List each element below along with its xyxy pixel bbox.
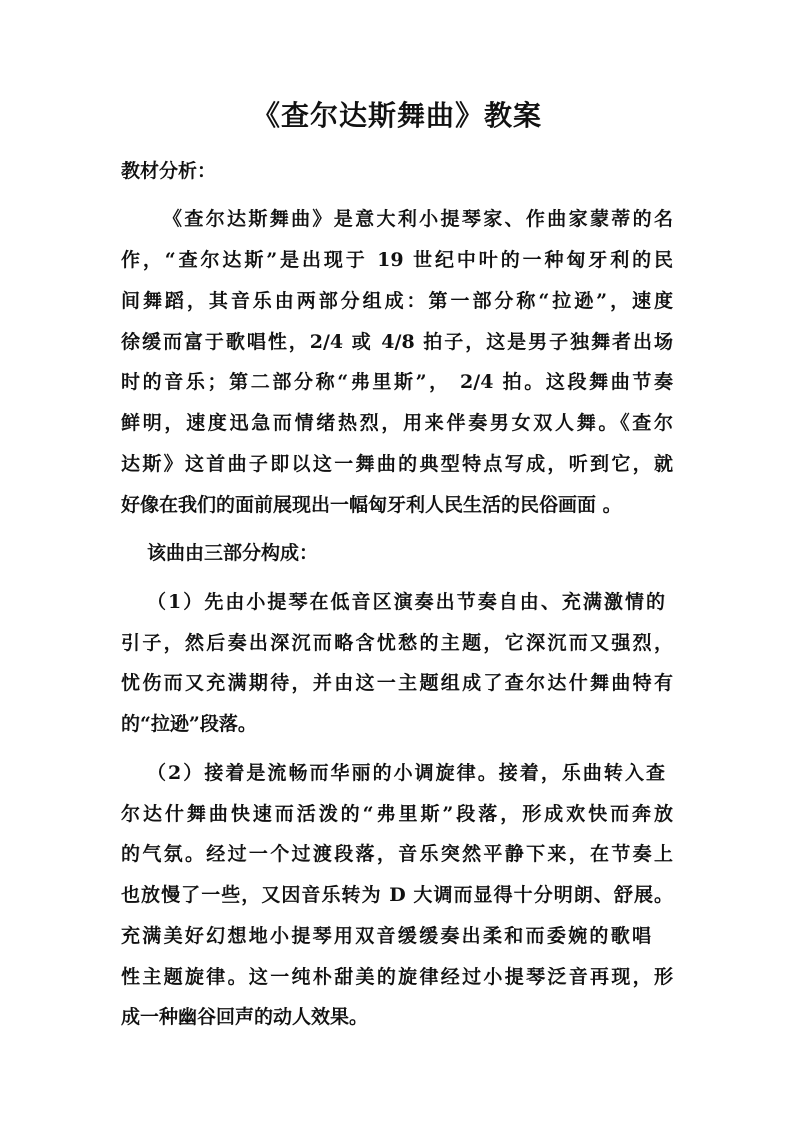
paragraph-4-line-7: 成一种幽谷回声的动人效果。 bbox=[121, 1006, 369, 1028]
document-title: 《查尔达斯舞曲》教案 bbox=[251, 99, 542, 132]
paragraph-4-line-2: 尔达什舞曲快速而活泼的“弗里斯”段落，形成欢快而奔放 bbox=[121, 803, 673, 825]
paragraph-1-line-3: 间舞蹈，其音乐由两部分组成：第一部分称“拉逊”，速度 bbox=[121, 290, 673, 312]
paragraph-3-line-3: 忧伤而又充满期待，并由这一主题组成了查尔达什舞曲特有 bbox=[121, 672, 673, 694]
paragraph-1-line-1: 《查尔达斯舞曲》是意大利小提琴家、作曲家蒙蒂的名 bbox=[163, 208, 673, 230]
paragraph-1-line-4: 徐缓而富于歌唱性，2/4 或 4/8 拍子，这是男子独舞者出场 bbox=[121, 331, 673, 353]
paragraph-3-line-2: 引子，然后奏出深沉而略含忧愁的主题，它深沉而又强烈， bbox=[121, 632, 673, 654]
paragraph-1-line-7: 达斯》这首曲子即以这一舞曲的典型特点写成，听到它，就 bbox=[121, 453, 673, 475]
paragraph-2-line-1: 该曲由三部分构成： bbox=[147, 542, 319, 564]
paragraph-4-line-5: 充满美好幻想地小提琴用双音缓缓奏出柔和而委婉的歌唱 bbox=[121, 925, 651, 947]
paragraph-1-line-6: 鲜明，速度迅急而情绪热烈，用来伴奏男女双人舞。《查尔 bbox=[121, 412, 673, 434]
paragraph-3-line-4: 的“拉逊”段落。 bbox=[121, 713, 257, 735]
paragraph-4-line-6: 性主题旋律。这一纯朴甜美的旋律经过小提琴泛音再现，形 bbox=[121, 966, 673, 988]
paragraph-4-line-4: 也放慢了一些，又因音乐转为 D 大调而显得十分明朗、舒展。 bbox=[121, 884, 673, 906]
section-heading: 教材分析： bbox=[121, 160, 217, 182]
paragraph-3-line-1: （1）先由小提琴在低音区演奏出节奏自由、充满激情的 bbox=[147, 591, 665, 613]
paragraph-1-line-2: 作，“查尔达斯”是出现于 19 世纪中叶的一种匈牙利的民 bbox=[121, 249, 673, 271]
paragraph-1-line-8: 好像在我们的面前展现出一幅匈牙利人民生活的民俗画面 。 bbox=[121, 494, 622, 516]
paragraph-4-line-3: 的气氛。经过一个过渡段落，音乐突然平静下来，在节奏上 bbox=[121, 843, 673, 865]
paragraph-1-line-5: 时的音乐；第二部分称“弗里斯”， 2/4 拍。这段舞曲节奏 bbox=[121, 371, 673, 393]
paragraph-4-line-1: （2）接着是流畅而华丽的小调旋律。接着，乐曲转入查 bbox=[147, 762, 665, 784]
